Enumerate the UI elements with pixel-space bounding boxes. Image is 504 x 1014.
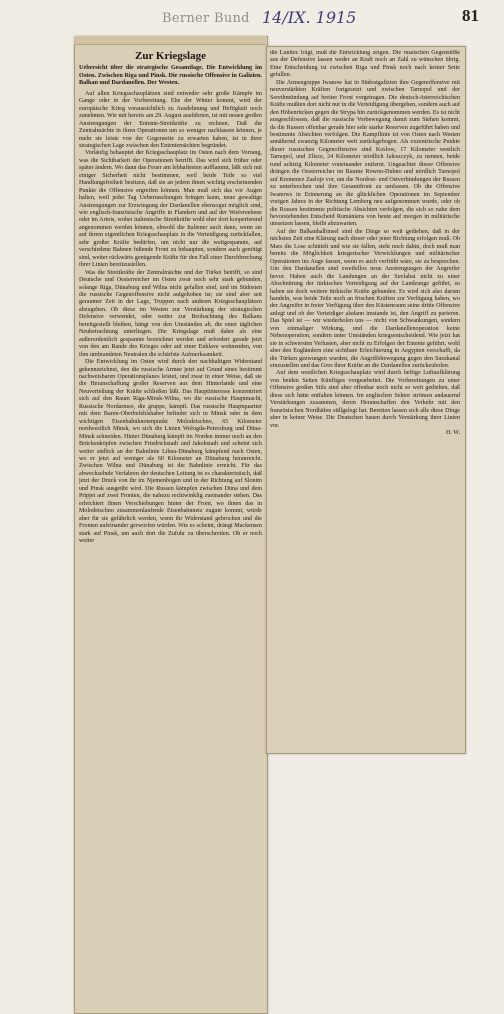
article-left-column <box>79 48 262 1008</box>
author-signature: H. W. <box>445 430 460 437</box>
page-number: 81 <box>462 6 479 25</box>
paragraph: Die Entwicklung im Osten wird durch den nachhaltigen Widerstand gekennzeichnet, den die russische Armee jetzt auf Grund eines bestimmt nachweisbaren Operationsplanes leistet, und zwar in einer Weise, daß sie die Heranschaffung großer Reserven aus dem Hinterlande und eine Neuverteilung der Kräfte schließen läßt. Das Hauptinteresse konzentriert sich auf den Raum Riga-Minsk-Wilna, wo die russische Hauptmacht, Russische Nordarmee, die gruppe, kämpft. Das russische Hauptquartier mit dem Baren-Oberbefehlshaber befindet sich in Minsk oder in dem wichtigen Eisenbahnknotenpunkt Molodetschno, 65 Kilometer nordwestlich Minsk, wo sich die Linien Wologda-Petersburg und Düna-Minsk schneiden. Hinter Dünaburg kämpft im Norden immer noch an den Brückenköpfen zwischen Friedrichstadt und Jakobstadt und scheint sich weiter südlich an der Bahnlinie Libau-Dünaburg kämpfend nach Osten, wo er jetzt auf weniger als 60 Kilometer an Dünaburg heranreicht. Zwischen Wilna und Dünaburg ist die Bahnlinie erreicht. Für das abwechselnde Verfahren der deutschen Leitung ist es charakteristisch, daß jetzt der Druck von ihr im Njemenbogen und in der Richtung auf Slonim und Pinsk ausgeübt wird. Die Russen kämpfen zwischen Düna und dem Pripjet auf zwei Fronten, die nahezu rechtwinklig zueinander stehen. Das erleichtert ihnen Verschiebungen hinter der Front, wo ihnen das in Molodetschno zusammenlaufende Eisenbahnnetz zugute kommt, würde aber für sie gefährlich werden, wenn ihr Widerstand gebrochen und die Fronten aufeinander gerworfen würden. Wie es scheint, drängt Mackensen stark auf Pinsk, um auch dort die Zufuhr zu überschreiten. Ob er noch weiter <box>79 359 262 544</box>
paragraph: Auf dem westlichen Kriegsschauplatz wird durch heftige Luftaufklärung von beiden Seiten Künftiges vorgearbeitet. Die Vorbereitungen zu einer Offensive großen Stils sind aber offenbar noch nicht so weit gediehen, daß diese sich hätte entfalten können. Im englischen Sektor strömen andauernd Verstärkungen zusammen, deren Heranschaffen den Verkehr mit den französischen Nordhäfen stillgelegt hat. Bereiten lassen sich alle diese Dinge aber in keiner Weise. Die Deutschen bauen durch Verstärkung ihrer Linien vor. <box>270 370 460 429</box>
paragraph: Auf der Balkanhalbinsel sind die Dinge so weit gediehen, daß in der nächsten Zeit eine Klärung nach dieser oder jener Richtung erfolgen muß. Ob Mars die Lose schüttelt und wie sie fallen, steht noch dahin, doch muß man bereits die Möglichkeit kriegerischer Verwicklungen und militärischer Operationen ins Auge fassen, wenn es auch verfrüht wäre, sie zu besprechen. Um den Dardanellen sind zweifellos neue Anstrengungen der Angreifer bevor. Haben auch die Landungen an der Suvlabai nicht zu einer Abschnürung der türkischen Verteidigung auf der Landzunge geführt, so haben sie doch weitere türkische Kräfte gebunden. Es wird sich also darum handeln, was beide Teile noch an frischen Kräften zur Verfügung haben, wo der Angreifer in freier Verfügung über den Küstenraum seine dritte Offensive anlegt und ob der Verteidiger alsdann imstande ist, den Angriff zu parieren. Das Spiel ist — wir wiederholen uns — nicht von Schwankungen, sondern von einmaliger Wirkung, und die Dardanellenoperation keine Nebenoperation, sondern unter Umständen kriegsentscheidend. Wie jetzt hat sie in schwersten Verlusten, aber nicht zu Erfolgen der Entente geführt, wohl aber den Engländern eine sichtbare Erleichterung in Aegypten verschafft, da die Türken gezwungen wurden, die Angriffsbewegung gegen den Suezkanal einzustellen und das Gros ihrer Kräfte an die Dardanellen zurückzuholen. <box>270 228 460 370</box>
newspaper-name: Berner Bund <box>162 11 250 26</box>
article-right-column <box>270 50 460 750</box>
paragraph: Die Armeegruppe Iwanow hat in Südostgalizien ihre Gegenoffensive mit neuverstärkten Kräften fortgesetzt und zwischen Tarnopol und der Serethmündung auf breiter Front vorgetragen. Die deutsch-österreichischen Kräfte mußten dort nicht nur in die Verteidigung übergehen, sondern auch auf den Höhenrücken gegen die Strypa hin zurückgenommen werden. Es ist nicht ausgeschlossen, daß die russische Vorbewegung damit zum Stehen kommt, da die Russen offenbar gerade hier sehr starke Reserven zugeführt haben und bestimmte Absichten verfolgen. Die Kampflinie ist von Osten nach Westen annähernd zwanzig Kilometer weit zurückgebogen. Als exzentrische Punkte dieser russischen Gegenoffensive sind Koslow, 17 Kilometer westlich Tarnopol, und Zlisce, 24 Kilometer nördlich Jaleszczyk, zu nennen, beide rund achtzig Kilometer voneinander entfernt. Ungeachtet dieser Offensive drängen die Oesterreicher im Raume Rowno-Dubno und nördlich Tarnopol auf Kremenez Zasloje vor, um die Nordost- und Ostverbindungen der Russen zu unterbrechen und ihre Gesamtfront zu umfassen. Ob die Offensive Iwanows in Erinnerung an die glücklichen Operationen im September vorigen Jahres in der Richtung Lemberg neu aufgenommen wurde, oder ob die Russen bestimmte politische Absichten verfolgen, die sich so nahe dem bevorstehenden Entscheid Rumäniens von heute auf morgen in militärische umsetzen lassen, bleibt abzuwarten. <box>270 79 460 228</box>
handwritten-date: 14/IX. 1915 <box>262 8 357 27</box>
paragraph: Auf allen Kriegsschauplätzen sind entweder sehr große Kämpfe im Gange oder in der Vorbereitung. Ehe der Winter kommt, wird der europäische Krieg voraussichtlich zu Ausdehnung und Heftigkeit noch zunehmen. Wie mit bereits am 29. August ausführten, ist mit neuen großen Anstrengungen der Entente-Streitkräfte zu rechnen. Daß die Zentralmächte in ihren Operationen um so weniger nachlassen können, je mehr sie leiste von der Gegenseite zu erwarten haben, ist in ihrer strategischen Lage zwischen den Ententemächten begründet. <box>79 90 262 149</box>
article-subtitle: Uebersicht über die strategische Gesamtlage. Die Entwicklung im Osten. Zwischen Riga und Pinsk. Die russische Offensive in Galizien. Balkan und Dardanellen. Der Westen. <box>79 64 262 87</box>
header <box>150 6 450 36</box>
paragraph: Vorläufig behauptet der Kriegsschauplatz im Osten nach dem Vorrang, was die Sichtbarkeit der Operationen betrifft. Das wird sich früher oder später ändern. Wo dann das Feuer am lebhaftesten aufflammt, läßt sich mit einiger Sicherheit nicht bestimmen, weil beide Teile so viel Handlungsfreiheit besitzen, daß sie an jedem ihnen wichtig erscheinenden Punkte die Offensive ergreifen können. Man muß sich das vor Augen halten, weil jeder Tag Ueberraschungen bringen kann, neue gewaltige Anstrengungen zur Erzwingung der Dardanellen ebensogut möglich sind, wie englisch-französische Angriffe in Flandern und auf der Woëvreebene oder im Artois, wobei italienische Streitkräfte wohl eher dort kooperierend angenommen werden können, obwohl die Italiener auch dann, wenn sie auf ihrem eigentlichen Kriegsschauplatz in die Verteidigung zurückfallen, sehr großer Kräfte bedürfen, um nicht nur die weitgespannte, auf verschiedene Bahnen fußende Front zu behaupten, sondern auch genötigt sind, weiter rückwärts genügende Kräfte für den Fall einer Durchbrechung ihrer Linien bereitzustellen. <box>79 150 262 269</box>
paragraph: Was die Streitkräfte der Zentralmächte und der Türkei betrifft, so sind Deutsche und Oesterreicher im Osten zwar noch sehr stark gebunden, solange Riga, Dünaburg und Wilna nicht gefallen sind, und im Südosten die russische Gegenoffensive nicht aufgehoben ist; sie sind aber seit geraumer Zeit in der Lage, Truppen nach anderen Kriegsschauplätzen abzugeben. Ob diese im Westen zur Verstärkung der strategischen Defensive verwendet, oder weiter zur Beobachtung des Balkans bereitgestellt bleiben, hängt von den Umständen ab, die einer täglichen Neubetrachtung unterliegen. Die Kriegslage muß daher als eine außerordentlich gespannte bezeichnet werden und erfordert gerade jetzt von den am Rande des Krieges oder auf einer Enklave wohnenden, von ihm umbrandeten Neutralen die schärfste Aufmerksamkeit. <box>79 269 262 358</box>
clipping-top-strip <box>74 36 266 45</box>
article-title: Zur Kriegslage <box>135 50 206 62</box>
paragraph: die Lunitec folgt, muß die Entwicklung zeigen. Die russischen Gegenstöße aus der Defensive lassen weder an Kraft noch an Zahl zu wünschen übrig. Eine Entscheidung ist zwischen Riga und Pinsk noch nach keiner Seite gefallen. <box>270 50 460 79</box>
